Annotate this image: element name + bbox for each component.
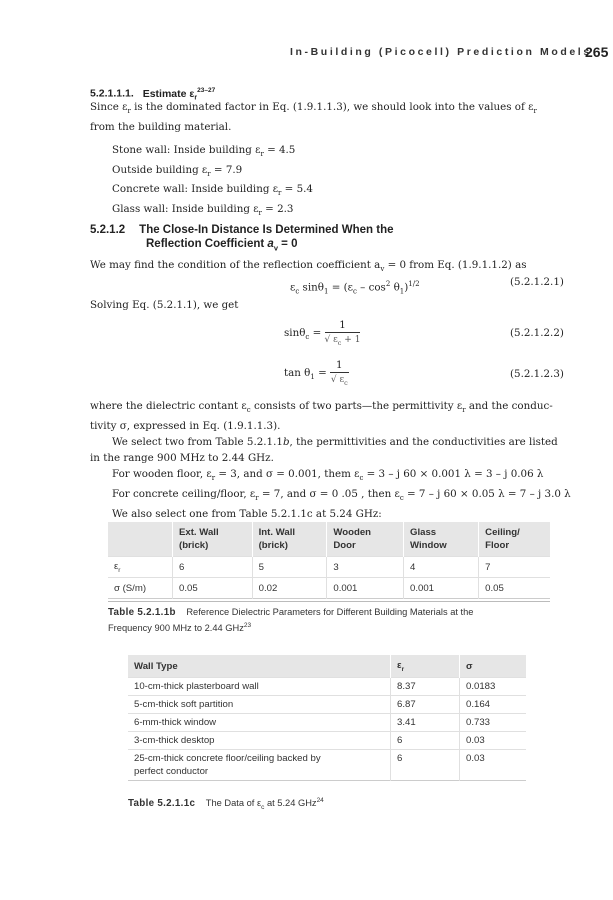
er-cell: 3.41 bbox=[391, 714, 460, 732]
caption-label: Table 5.2.1.1b bbox=[108, 607, 176, 618]
list-value: = 7.9 bbox=[210, 163, 243, 176]
row-label bbox=[108, 578, 173, 599]
wall-type-cell bbox=[128, 750, 391, 781]
sigma-cell: 0.0183 bbox=[460, 678, 527, 696]
table-header-cell bbox=[327, 522, 404, 557]
eq-fraction bbox=[330, 358, 349, 390]
list-item bbox=[112, 143, 313, 163]
eq-numerator: 1 bbox=[325, 318, 361, 333]
para-sub: r bbox=[462, 406, 466, 415]
table-header-cell bbox=[391, 655, 460, 678]
para-text: = 7, and σ = 0 .05 , then ε bbox=[258, 488, 400, 501]
wall-type-cell: 6-mm-thick window bbox=[128, 714, 391, 732]
eq-text: – cos bbox=[356, 281, 386, 294]
heading-title: = 0 bbox=[277, 238, 298, 250]
heading-var: a bbox=[267, 238, 274, 250]
list-sub: r bbox=[207, 169, 211, 178]
para-text: is the dominated factor in Eq. (1.9.1.1.3), we should look into the values of ε bbox=[130, 101, 534, 113]
table-cell: 0.05 bbox=[173, 578, 253, 599]
equation-1 bbox=[290, 276, 420, 299]
list-item bbox=[112, 163, 313, 183]
list-sub: r bbox=[258, 208, 262, 217]
para-sub: c bbox=[399, 494, 404, 503]
table-row bbox=[128, 696, 526, 714]
para-text: , the permittivities and the conductivities are listed bbox=[289, 436, 558, 449]
row-label-text: σ (S/m) bbox=[114, 582, 147, 594]
table-wall-data bbox=[128, 655, 526, 781]
wall-type-cell: 5-cm-thick soft partition bbox=[128, 696, 391, 714]
table-cell: 6 bbox=[173, 557, 253, 578]
caption-sub: c bbox=[261, 803, 265, 811]
list-label: Outside building ε bbox=[112, 163, 208, 176]
header-line: (brick) bbox=[258, 540, 288, 551]
eq-text: ) bbox=[404, 281, 409, 294]
caption-text: at 5.24 GHz bbox=[264, 798, 317, 809]
header-line: Ceiling/ bbox=[485, 527, 520, 538]
header-line: Floor bbox=[485, 540, 510, 551]
para-sub: r bbox=[127, 107, 131, 116]
eq-sub: c bbox=[337, 338, 342, 347]
table-row bbox=[128, 732, 526, 750]
table-cell: 5 bbox=[252, 557, 327, 578]
eq-sub: c bbox=[295, 287, 300, 296]
eq-text: + 1 bbox=[341, 335, 361, 345]
para-text: For wooden floor, ε bbox=[112, 468, 212, 481]
para-sub: r bbox=[533, 107, 537, 116]
table-row bbox=[128, 714, 526, 732]
sigma-cell: 0.733 bbox=[460, 714, 527, 732]
solving-text: Solving Eq. (5.2.1.1), we get bbox=[90, 299, 239, 311]
para-sub: c bbox=[246, 406, 251, 415]
para-sub: c bbox=[359, 474, 364, 483]
list-value: = 4.5 bbox=[263, 144, 296, 156]
eq-sub: c bbox=[344, 378, 348, 387]
heading-number: 5.2.1.2 bbox=[90, 224, 126, 236]
list-sub: r bbox=[278, 189, 282, 198]
wooden-floor-line bbox=[90, 466, 564, 486]
para-text: = 0 from Eq. (1.9.1.1.2) as bbox=[384, 259, 527, 271]
para-sub: v bbox=[380, 265, 385, 274]
heading-title: Estimate ε bbox=[142, 87, 195, 100]
list-value: = 5.4 bbox=[281, 183, 313, 196]
para-text: Since ε bbox=[90, 101, 128, 113]
para-text: in the range 900 MHz to 2.44 GHz. bbox=[90, 452, 274, 465]
caption-text: Frequency 900 MHz to 2.44 GHz bbox=[108, 623, 244, 634]
header-line: (brick) bbox=[179, 540, 209, 551]
table-cell: 0.05 bbox=[479, 578, 550, 599]
para-text: We select two from Table 5.2.1.1 bbox=[112, 436, 283, 449]
paragraph-estimate bbox=[90, 99, 570, 135]
equation-2 bbox=[284, 318, 360, 350]
header-line: Wooden bbox=[333, 527, 372, 538]
eq-denominator bbox=[325, 333, 361, 350]
eq-sup: 1/2 bbox=[408, 280, 420, 288]
er-cell: 8.37 bbox=[391, 678, 460, 696]
heading-refs: 23–27 bbox=[197, 87, 216, 94]
header-line: Int. Wall bbox=[258, 527, 296, 538]
table-caption-1 bbox=[108, 606, 548, 635]
table-caption-2 bbox=[128, 794, 528, 814]
table-row bbox=[108, 557, 550, 578]
table-cell: 0.001 bbox=[404, 578, 479, 599]
list-value: = 2.3 bbox=[261, 202, 294, 215]
table-cell: 4 bbox=[404, 557, 479, 578]
materials-list bbox=[112, 143, 313, 221]
para-text: where the dielectric contant ε bbox=[90, 400, 247, 412]
er-cell: 6.87 bbox=[391, 696, 460, 714]
concrete-floor-line bbox=[90, 486, 571, 506]
table-header-cell bbox=[108, 522, 173, 557]
eq-sub: c bbox=[352, 287, 357, 296]
caption-label: Table 5.2.1.1c bbox=[128, 798, 196, 810]
eq-text: √ ε bbox=[330, 375, 345, 385]
para-text: = 7 – j 60 × 0.05 λ = 7 – j 3.0 λ bbox=[403, 488, 571, 501]
table-cell: 3 bbox=[327, 557, 404, 578]
eq-text: sinθ bbox=[284, 326, 306, 339]
header-line: Glass bbox=[410, 527, 437, 538]
para-text: = 3 – j 60 × 0.001 λ = 3 – j 0.06 λ bbox=[363, 468, 544, 481]
caption-text: Reference Dielectric Parameters for Different Building Materials at the bbox=[186, 607, 474, 617]
sigma-cell: 0.164 bbox=[460, 696, 527, 714]
header-line: Ext. Wall bbox=[179, 527, 219, 538]
eq-sup: 2 bbox=[385, 280, 391, 288]
eq-numerator: 1 bbox=[330, 358, 349, 373]
list-sub: r bbox=[260, 150, 264, 159]
caption-ref: 23 bbox=[243, 622, 252, 629]
eq-fraction bbox=[325, 318, 361, 350]
equation-number-1: (5.2.1.2.1) bbox=[510, 276, 564, 288]
wall-type-cell: 10-cm-thick plasterboard wall bbox=[128, 678, 391, 696]
para-text: and the conduc- bbox=[465, 400, 553, 412]
para-sub: r bbox=[255, 494, 259, 503]
running-header: In-Building (Picocell) Prediction Models bbox=[290, 46, 592, 58]
row-label bbox=[108, 557, 173, 578]
caption-text: The Data of ε bbox=[205, 798, 262, 809]
para-sub: r bbox=[211, 474, 216, 483]
heading-sub: r bbox=[194, 94, 198, 102]
table-dielectric-params bbox=[108, 522, 550, 599]
er-cell: 6 bbox=[391, 732, 460, 750]
table-row bbox=[108, 578, 550, 599]
para-italic: b bbox=[282, 436, 290, 449]
heading-title: Reflection Coefficient bbox=[146, 238, 268, 250]
table-cell: 7 bbox=[479, 557, 550, 578]
sigma-cell: 0.03 bbox=[460, 750, 527, 781]
eq-text: tan θ bbox=[284, 366, 311, 379]
equation-number-3: (5.2.1.2.3) bbox=[510, 368, 564, 380]
eq-text: ε bbox=[290, 281, 296, 294]
table-header-row bbox=[128, 655, 526, 678]
eq-text: = bbox=[309, 326, 322, 339]
heading-number: 5.2.1.1.1. bbox=[90, 87, 134, 100]
para-text: = 3, and σ = 0.001, them ε bbox=[215, 468, 360, 481]
table-row bbox=[128, 750, 526, 781]
eq-text: sinθ bbox=[299, 281, 324, 294]
eq-text: = bbox=[314, 366, 327, 379]
header-text: ε bbox=[397, 659, 402, 671]
para-text: We also select one from Table 5.2.1.1c at 5.24 GHz: bbox=[112, 508, 382, 521]
para-text: consists of two parts—the permittivity ε bbox=[250, 400, 463, 412]
wall-type-line: 25-cm-thick concrete floor/ceiling backed by bbox=[134, 753, 321, 764]
sigma-cell: 0.03 bbox=[460, 732, 527, 750]
header-sub: r bbox=[401, 665, 405, 673]
equation-number-2: (5.2.1.2.2) bbox=[510, 327, 564, 339]
header-line: Window bbox=[410, 540, 447, 551]
para-text: We may find the condition of the reflection coefficient a bbox=[90, 259, 381, 271]
wall-type-cell: 3-cm-thick desktop bbox=[128, 732, 391, 750]
paragraph-dielectric bbox=[90, 398, 571, 522]
eq-sub: 1 bbox=[399, 287, 405, 296]
row-label-sub: r bbox=[118, 566, 121, 574]
para-text: from the building material. bbox=[90, 121, 232, 134]
heading-title: The Close-In Distance Is Determined When the bbox=[139, 224, 394, 236]
eq-denominator bbox=[330, 373, 349, 390]
table-row bbox=[128, 678, 526, 696]
para-text: For concrete ceiling/floor, ε bbox=[112, 488, 256, 501]
table-header-cell bbox=[404, 522, 479, 557]
table-header-cell: σ bbox=[460, 655, 527, 678]
eq-text: θ bbox=[390, 281, 400, 294]
table-header-cell bbox=[252, 522, 327, 557]
equation-3 bbox=[284, 358, 349, 390]
table-cell: 0.001 bbox=[327, 578, 404, 599]
para-text: tivity σ, expressed in Eq. (1.9.1.1.3). bbox=[90, 420, 281, 433]
eq-text: √ ε bbox=[324, 335, 338, 345]
table-header-cell bbox=[173, 522, 253, 557]
er-cell: 6 bbox=[391, 750, 460, 781]
list-label: Stone wall: Inside building ε bbox=[112, 144, 261, 156]
eq-sub: 1 bbox=[310, 372, 315, 381]
caption-ref: 24 bbox=[316, 797, 324, 804]
wall-type-line: perfect conductor bbox=[134, 766, 209, 777]
eq-text: = (ε bbox=[328, 281, 353, 294]
list-item bbox=[112, 182, 313, 202]
table-header-cell: Wall Type bbox=[128, 655, 391, 678]
page-number: 265 bbox=[585, 44, 609, 60]
subsection-heading-5212 bbox=[90, 224, 394, 252]
heading-sub: v bbox=[273, 243, 278, 253]
paragraph-condition bbox=[90, 257, 527, 277]
row-label-text: ε bbox=[114, 560, 119, 572]
list-label: Glass wall: Inside building ε bbox=[112, 202, 259, 215]
table-header-row bbox=[108, 522, 550, 557]
list-label: Concrete wall: Inside building ε bbox=[112, 183, 279, 196]
header-line: Door bbox=[333, 540, 356, 551]
list-item bbox=[112, 202, 313, 222]
table-cell: 0.02 bbox=[252, 578, 327, 599]
caption-divider bbox=[108, 601, 550, 602]
eq-sub: 1 bbox=[323, 287, 329, 296]
table-header-cell bbox=[479, 522, 550, 557]
eq-sub: c bbox=[305, 332, 310, 341]
